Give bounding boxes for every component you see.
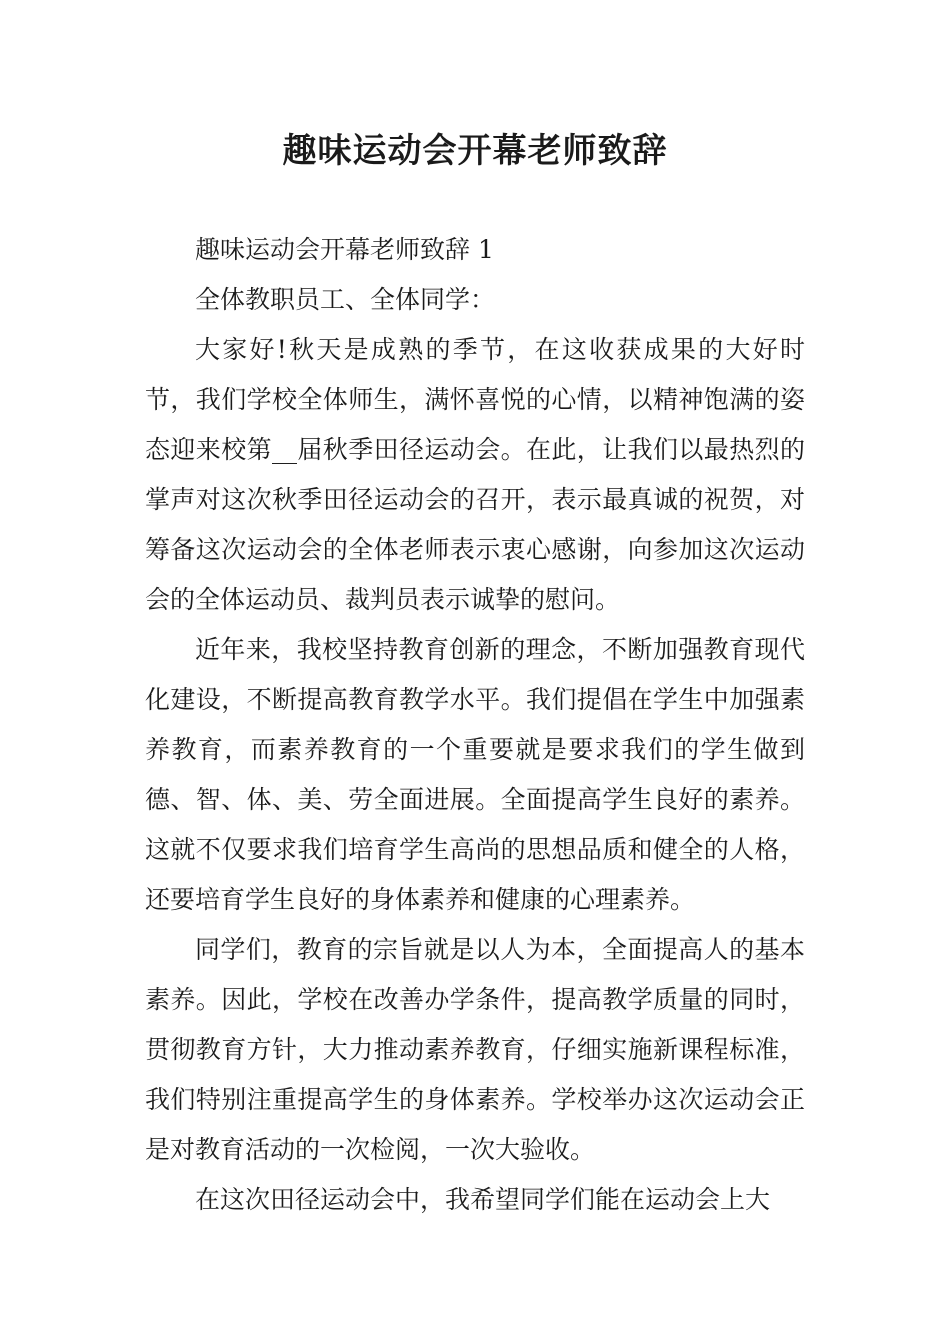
salutation-paragraph: 全体教职员工、全体同学： — [195, 285, 496, 314]
subtitle-paragraph: 趣味运动会开幕老师致辞 1 — [195, 235, 494, 264]
body-paragraph: 大家好!秋天是成熟的季节，在这收获成果的大好时节，我们学校全体师生，满怀喜悦的心情，以精神饱满的姿态迎来校第__届秋季田径运动会。在此，让我们以最热烈的掌声对这次秋季田径运动会的召开，表示最真诚的祝贺，对筹备这次运动会的全体老师表示衷心感谢，向参加这次运动会的全体运动员、裁判员表示诚挚的慰问。 — [145, 335, 805, 614]
page-title: 趣味运动会开幕老师致辞 — [282, 131, 668, 171]
body-paragraph: 在这次田径运动会中，我希望同学们能在运动会上大 — [195, 1185, 771, 1214]
body-paragraph: 近年来，我校坚持教育创新的理念，不断加强教育现代化建设，不断提高教育教学水平。我们提倡在学生中加强素养教育，而素养教育的一个重要就是要求我们的学生做到德、智、体、美、劳全面进展。全面提高学生良好的素养。这就不仅要求我们培育学生高尚的思想品质和健全的人格，还要培育学生良好的身体素养和健康的心理素养。 — [145, 635, 805, 914]
body-paragraph: 同学们，教育的宗旨就是以人为本，全面提高人的基本素养。因此，学校在改善办学条件，提高教学质量的同时，贯彻教育方针，大力推动素养教育，仔细实施新课程标准，我们特别注重提高学生的身体素养。学校举办这次运动会正是对教育活动的一次检阅，一次大验收。 — [145, 935, 805, 1164]
document-body — [145, 225, 805, 1225]
